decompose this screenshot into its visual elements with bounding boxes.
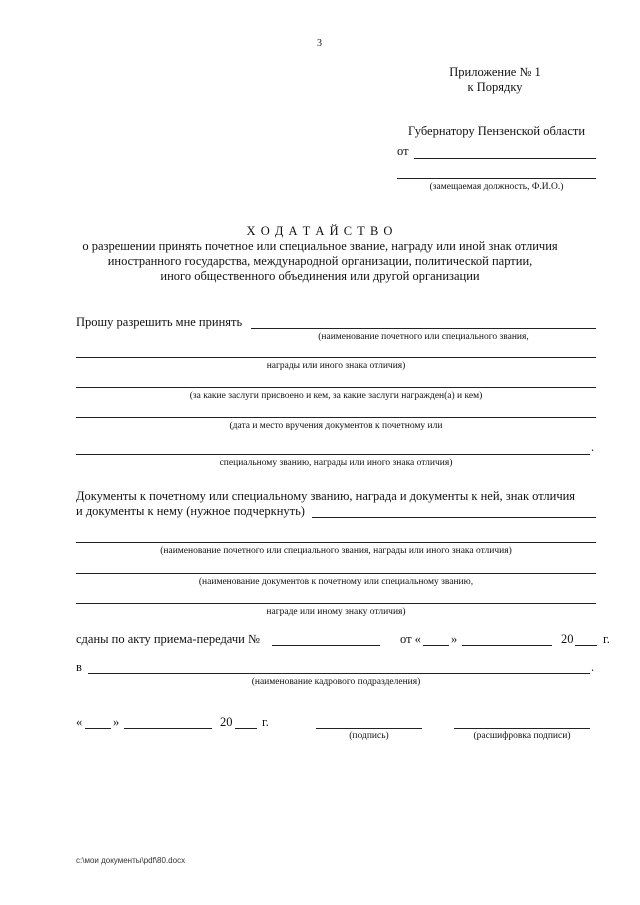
petition-subtitle-1: о разрешении принять почетное или специальное звание, награду или иной знак отличия [82,239,558,253]
request-title-line [251,328,596,329]
documents-line-1: Документы к почетному или специальному званию, награда и документы к ней, знак отличия [76,489,576,503]
request-line-4 [76,417,596,418]
handover-year-suffix: г. [603,632,610,646]
signature-close-quote: » [113,715,120,729]
request-line-3 [76,387,596,388]
addressee-caption: (замещаемая должность, Ф.И.О.) [429,182,564,192]
handover-year-prefix: 20 [561,632,574,646]
handover-from: от « [400,632,421,646]
petition-subtitle-3: иного общественного объединения или другой организации [160,269,480,283]
handover-dept-line [88,673,590,674]
request-line-2 [76,357,596,358]
documents-line-2: и документы к нему (нужное подчеркнуть) [76,504,305,518]
signature-sign-caption: (подпись) [349,731,389,741]
addressee-from-label: от [397,144,409,158]
handover-year-line [575,645,597,646]
signature-month-line [124,728,212,729]
request-caption-5: специальному званию, награды или иного знака отличия) [219,458,453,468]
request-caption-4: (дата и место вручения документов к почетному или [229,421,443,431]
request-label: Прошу разрешить мне принять [76,315,243,329]
addressee-position-line [397,178,596,179]
signature-year-line [235,728,257,729]
handover-period: . [591,660,595,674]
handover-caption: (наименование кадрового подразделения) [251,677,421,687]
signature-decode-line [454,728,590,729]
footer-file-path: c:\мои документы\pdf\80.docx [76,856,186,865]
handover-label: сданы по акту приема-передачи № [76,632,260,646]
documents-caption-1: (наименование почетного или специального звания, награды или иного знака отличия) [160,546,512,556]
request-period: . [591,440,595,454]
documents-fill-line [312,517,596,518]
signature-year-suffix: г. [262,715,269,729]
petition-heading: Х О Д А Т А Й С Т В О [246,224,394,238]
documents-line-4 [76,573,596,574]
documents-caption-2: (наименование документов к почетному или специальному званию, [198,577,474,587]
handover-day-line [423,645,449,646]
documents-line-3 [76,542,596,543]
handover-close-quote: » [451,632,458,646]
request-line-5 [76,454,590,455]
signature-open-quote: « [76,715,83,729]
signature-decode-caption: (расшифровка подписи) [473,731,571,741]
documents-caption-3: награде или иному знаку отличия) [266,607,406,617]
appendix-line2: к Порядку [467,80,523,94]
handover-number-line [272,645,380,646]
handover-in-label: в [76,660,82,674]
petition-subtitle-2: иностранного государства, международной организации, политической партии, [107,254,533,268]
signature-year-prefix: 20 [220,715,233,729]
request-caption-3: (за какие заслуги присвоено и кем, за какие заслуги награжден(а) и кем) [189,391,483,401]
request-caption-2: награды или иного знака отличия) [266,361,406,371]
handover-month-line [462,645,552,646]
documents-line-5 [76,603,596,604]
addressee-to: Губернатору Пензенской области [408,124,586,138]
addressee-from-line [414,158,596,159]
signature-sign-line [316,728,422,729]
request-caption-1: (наименование почетного или специального звания, [318,332,529,342]
appendix-line1: Приложение № 1 [449,65,541,79]
page-number: 3 [317,38,322,49]
signature-day-line [85,728,111,729]
